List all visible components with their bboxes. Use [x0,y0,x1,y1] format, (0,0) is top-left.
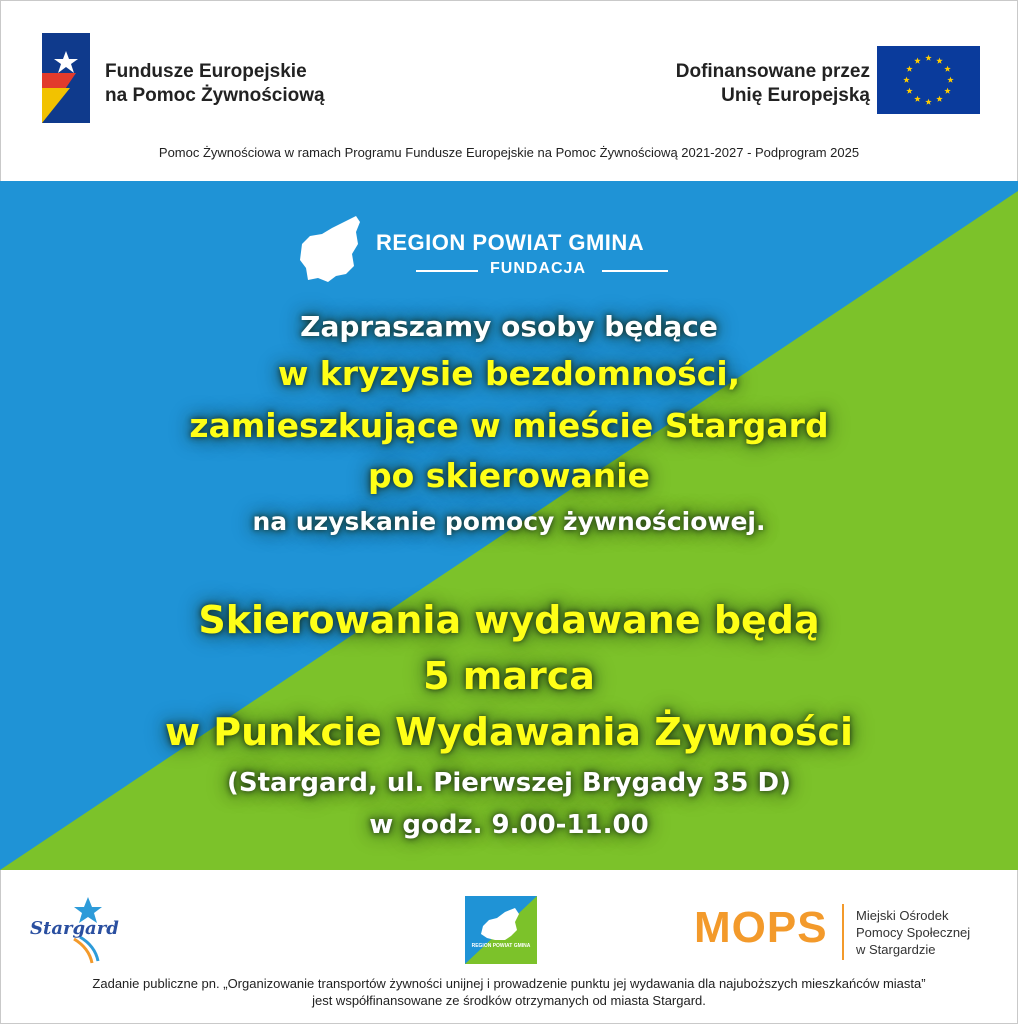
mops-separator [842,904,844,960]
fe-logo-text [105,60,325,108]
invitation-line4: po skierowanie [368,456,650,495]
invitation-line1: Zapraszamy osoby będące [300,310,718,343]
brand-title: REGION POWIAT GMINA [376,230,645,255]
details-location: w Punkcie Wydawania Żywności [164,710,854,754]
footer-note-line1: Zadanie publiczne pn. „Organizowanie transportów żywności unijnej i prowadzenie punktu jej wydawania dla najuboższych mieszkańców miasta” [92,976,926,991]
details-address: (Stargard, ul. Pierwszej Brygady 35 D) [227,768,791,798]
mops-line3: w Stargardzie [856,942,936,957]
eu-line2: Unię Europejską [721,85,870,106]
details-line1: Skierowania wydawane będą [198,598,820,642]
stargard-logo-text: Stargard [30,918,119,939]
mops-full-name [856,907,970,958]
mops-line1: Miejski Ośrodek [856,908,949,923]
brand-rule-left [416,270,478,272]
brand-rule-right [602,270,668,272]
fundusze-europejskie-logo [42,33,90,123]
eu-flag-icon [877,46,980,114]
brand-subtitle: FUNDACJA [490,260,586,277]
fe-logo-line2: na Pomoc Żywnościową [105,85,325,106]
details-date: 5 marca [423,654,595,698]
invitation-line3: zamieszkujące w mieście Stargard [189,406,829,445]
rpg-logo-caption: REGION POWIAT GMINA [471,943,531,949]
mops-line2: Pomocy Społecznej [856,925,971,940]
region-powiat-gmina-logo [465,896,537,964]
eu-line1: Dofinansowane przez [675,61,870,82]
region-map-icon [300,214,362,284]
fe-logo-line1: Fundusze Europejskie [105,61,307,82]
eu-cofinanced-text [676,60,870,108]
program-line: Pomoc Żywnościowa w ramach Programu Fundusze Europejskie na Pomoc Żywnościową 2021-2027 - Podprogram 2025 [158,145,860,160]
invitation-line5: na uzyskanie pomocy żywnościowej. [252,507,766,536]
footer-note [0,975,1018,1009]
invitation-line2: w kryzysie bezdomności, [277,354,741,393]
mops-logo-word: MOPS [694,903,828,952]
footer-note-line2: jest współfinansowane ze środków otrzymanych od miasta Stargard. [312,993,706,1008]
region-powiat-gmina-brand [300,214,730,284]
details-hours: w godz. 9.00-11.00 [369,810,649,840]
